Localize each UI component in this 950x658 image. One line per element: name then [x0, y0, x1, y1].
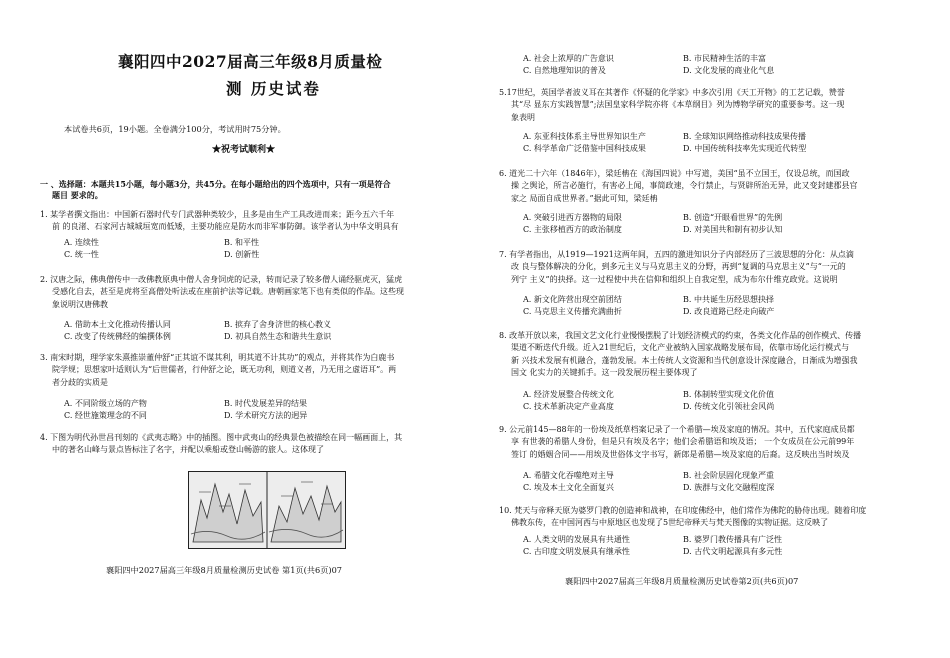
option-d[interactable]: D. 对美国共和制有初步认知	[683, 225, 783, 235]
option-d[interactable]: D. 族群与文化交融程度深	[683, 483, 775, 493]
question-1	[40, 209, 462, 234]
option-c[interactable]: C. 古印度文明发展具有继承性	[523, 547, 630, 557]
option-d[interactable]: D. 古代文明起源具有多元性	[683, 547, 783, 557]
option-d[interactable]: D. 传统文化引领社会风尚	[683, 402, 775, 412]
question-2	[40, 274, 462, 311]
question-text-line: 家之 局面自成世界者。”据此可知，梁廷柟	[511, 193, 658, 203]
option-d[interactable]: D. 学术研究方法的迥异	[224, 411, 308, 421]
question-text-line: 象说明汉唐佛教	[52, 299, 108, 309]
option-c[interactable]: C. 经世施策理念的不同	[64, 411, 147, 421]
exam-title-line2: 测 历史试卷	[226, 79, 321, 98]
question-8	[499, 330, 931, 380]
question-7	[499, 249, 931, 286]
question-text-line: 渠道不断迭代升级。近入21世纪后，文化产业被纳入国家战略发展布局，依靠市场化运行模式与	[511, 343, 850, 353]
question-text-line: 中的著名山峰与景点皆标注了名字，并配以乘船或登山畅游的旅人。这体现了	[52, 445, 324, 455]
question-3	[40, 352, 462, 389]
option-a[interactable]: A. 社会上浓厚的广告意识	[523, 54, 614, 63]
question-9	[499, 424, 931, 461]
option-d[interactable]: D. 创新性	[224, 250, 260, 260]
question-2-options	[64, 319, 464, 344]
question-10	[499, 505, 931, 530]
question-text-line: 5.17世纪，英国学者波义耳在其著作《怀疑的化学家》中多次引用《天工开物》的工艺记载，赞誉	[499, 88, 845, 97]
question-text-line: 10. 梵天与帝释天原为婆罗门教的创造神和战神，在印度佛经中，他们常作为佛陀的胁侍出现。随着印度	[499, 506, 867, 515]
option-c[interactable]: C. 埃及本土文化全面复兴	[523, 483, 614, 493]
question-text-line: 列宁 主义”的抉择。这一过程使中共在信仰和组织上自我定型，成为布尔什维克政党。这说明	[511, 274, 838, 284]
option-b[interactable]: B. 体制转型实现文化价值	[683, 390, 774, 399]
question-text-line: 改 良与整体解决的分化，到多元主义与马克思主义的分野，再到“复调的马克思主义”与“一元的	[511, 262, 846, 272]
exam-instructions: 本试卷共6页，19小题。全卷满分100分，考试用时75分钟。	[64, 124, 286, 134]
exam-page-2	[475, 0, 950, 658]
section-heading-line: 题目 要求的。	[52, 190, 103, 200]
option-c[interactable]: C. 科学革命广泛借鉴中国科技成果	[523, 144, 646, 154]
question-text-line: 6. 道光二十六年（1846年），梁廷柟在《海国四说》中写道，美国“虽不立国王，仅设总统，而国政	[499, 169, 850, 178]
question-6	[499, 168, 931, 205]
question-10-options	[523, 534, 933, 559]
question-5-options	[523, 131, 933, 156]
option-b[interactable]: B. 和平性	[224, 238, 259, 247]
question-4	[40, 432, 462, 457]
question-text-line: 受感化自去，甚至是虎将至高僧处听法或在座前护法等记载。唐朝画家笔下也有类似的作品。这些现	[52, 287, 404, 297]
page-footer: 襄阳四中2027届高三年级8月质量检测历史试卷 第1页(共6页)07	[106, 565, 342, 575]
option-a[interactable]: A. 突破引进西方器物的局限	[523, 213, 622, 222]
option-a[interactable]: A. 人类文明的发展具有共通性	[523, 535, 630, 544]
option-a[interactable]: A. 经济发展整合传统文化	[523, 390, 614, 399]
option-b[interactable]: B. 市民精神生活的丰富	[683, 54, 766, 63]
exam-title-line1: 襄阳四中2027届高三年级8月质量检	[118, 52, 383, 71]
question-text-line: 操 之舆论，所言必施行，有害必上闻，事简政速，令行禁止，与贤辟所治无异，此又变封建郡县官	[511, 181, 858, 191]
option-c[interactable]: C. 统一性	[64, 250, 99, 260]
option-a[interactable]: A. 新文化阵营出现空前团结	[523, 295, 622, 304]
question-text-line: 享 有世袭的希腊人身份，但是只有埃及名字；他们会希腊语和埃及语； 一个女成员在公元前99年	[511, 437, 855, 447]
question-text-line: 7. 有学者指出，从1919—1921这两年间，五四的激进知识分子内部经历了三波思想的分化：从点滴	[499, 250, 854, 259]
question-text-line: 签订 的婚姻合同——用埃及世俗体文字书写，新郎是希腊—埃及家庭的后裔。这反映出当时埃及	[511, 449, 850, 459]
question-4-options	[523, 53, 933, 78]
question-text-line: 前 的良渚、石家河古城城垣宽而低矮，主要功能应是防水而非军事防御。该学者认为中华文明具有	[52, 222, 399, 232]
question-text-line: 9. 公元前145—88年的一份埃及纸草档案记录了一个希腊—埃及家庭的情况。其中，五代家庭成员都	[499, 425, 855, 434]
question-text-line: 象表明	[511, 112, 535, 122]
question-text-line: 1. 某学者撰文指出：中国新石器时代专门武器种类较少，且多是由生产工具改进而来；距今五六千年	[40, 210, 395, 219]
option-b[interactable]: B. 时代发展差异的结果	[224, 399, 307, 408]
option-c[interactable]: C. 马克思主义传播充满曲折	[523, 307, 622, 317]
option-d[interactable]: D. 中国传统科技率先实现近代转型	[683, 144, 807, 154]
option-a[interactable]: A. 希腊文化吞噬绝对主导	[523, 471, 614, 480]
question-text-line: 新 兴技术发展有机融合，蓬勃发展。本土传统人文资源和当代创意设计深度融合，日渐成为增强我	[511, 355, 858, 365]
question-text-line: 国文 化实力的关键抓手。这一段发展历程主要体现了	[511, 368, 698, 378]
question-1-options	[64, 237, 464, 262]
question-text-line: 3. 南宋时期，理学家朱熹推崇董仲舒“正其谊不谋其利，明其道不计其功”的观点，并将其作为白鹿书	[40, 353, 395, 362]
question-5	[499, 87, 931, 124]
question-7-options	[523, 294, 933, 319]
option-a[interactable]: A. 不同阶级立场的产物	[64, 399, 147, 408]
option-c[interactable]: C. 自然地理知识的普及	[523, 66, 606, 76]
option-b[interactable]: B. 创造“开眼看世界”的先例	[683, 213, 783, 222]
option-d[interactable]: D. 文化发展的商业化气息	[683, 66, 775, 76]
option-b[interactable]: B. 婆罗门教传播具有广泛性	[683, 535, 782, 544]
question-text-line: 院学规；思想家叶适则认为“后世儒者，行仲舒之论，既无功利，则道义者，乃无用之虚语耳”。两	[52, 365, 397, 375]
question-text-line: 4. 下图为明代孙世昌刊刻的《武夷志略》中的插图。图中武夷山的经典景色被描绘在同一幅画面上，其	[40, 433, 403, 442]
option-b[interactable]: B. 摈弃了舍身济世的核心教义	[224, 320, 331, 329]
good-luck-banner: ★祝考试顺利★	[212, 145, 276, 155]
option-a[interactable]: A. 连续性	[64, 238, 99, 247]
question-8-options	[523, 389, 933, 414]
question-6-options	[523, 212, 933, 237]
question-text-line: 其“尽 显东方实践智慧”;法国皇家科学院亦将《本草纲目》列为博物学研究的重要参考。这一现	[511, 100, 845, 110]
section-heading	[40, 179, 462, 201]
option-d[interactable]: D. 改良道路已经走向破产	[683, 307, 775, 317]
question-3-options	[64, 398, 464, 423]
question-text-line: 2. 汉唐之际，佛典僧传中一改佛教原典中僧人舍身饲虎的记录，转而记录了较多僧人诵经驱虎灭，猛虎	[40, 275, 403, 284]
wuyi-mountain-illustration	[188, 471, 346, 549]
option-a[interactable]: A. 借助本土文化推动传播认同	[64, 320, 171, 329]
question-text-line: 佛教东传，在中国河西与中原地区也发现了5世纪帝释天与梵天图像的实物证据。这反映了	[511, 518, 829, 528]
page-footer: 襄阳四中2027届高三年级8月质量检测历史试卷第2页(共6页)07	[565, 576, 799, 586]
option-c[interactable]: C. 技术革新决定产业高度	[523, 402, 614, 412]
question-text-line: 者分歧的实质是	[52, 377, 108, 387]
option-b[interactable]: B. 中共诞生历经思想抉择	[683, 295, 774, 304]
option-b[interactable]: B. 社会阶层固化现象严重	[683, 471, 774, 480]
option-d[interactable]: D. 初具自然生态和谐共生意识	[224, 332, 332, 342]
section-heading-line: 一 、选择题：本题共15小题，每小题3分，共45分。在每小题给出的四个选项中，只有一项是符合	[40, 179, 391, 189]
option-c[interactable]: C. 主张移植西方的政治制度	[523, 225, 622, 235]
question-9-options	[523, 470, 933, 495]
option-b[interactable]: B. 全球知识网络推动科技成果传播	[683, 132, 806, 141]
option-c[interactable]: C. 改变了传统佛经的编撰体例	[64, 332, 171, 342]
question-text-line: 8. 改革开放以来，我国文艺文化行业慢慢摆脱了计划经济模式的约束，各类文化作品的创作模式、传播	[499, 331, 862, 340]
option-a[interactable]: A. 东亚科技体系主导世界知识生产	[523, 132, 646, 141]
